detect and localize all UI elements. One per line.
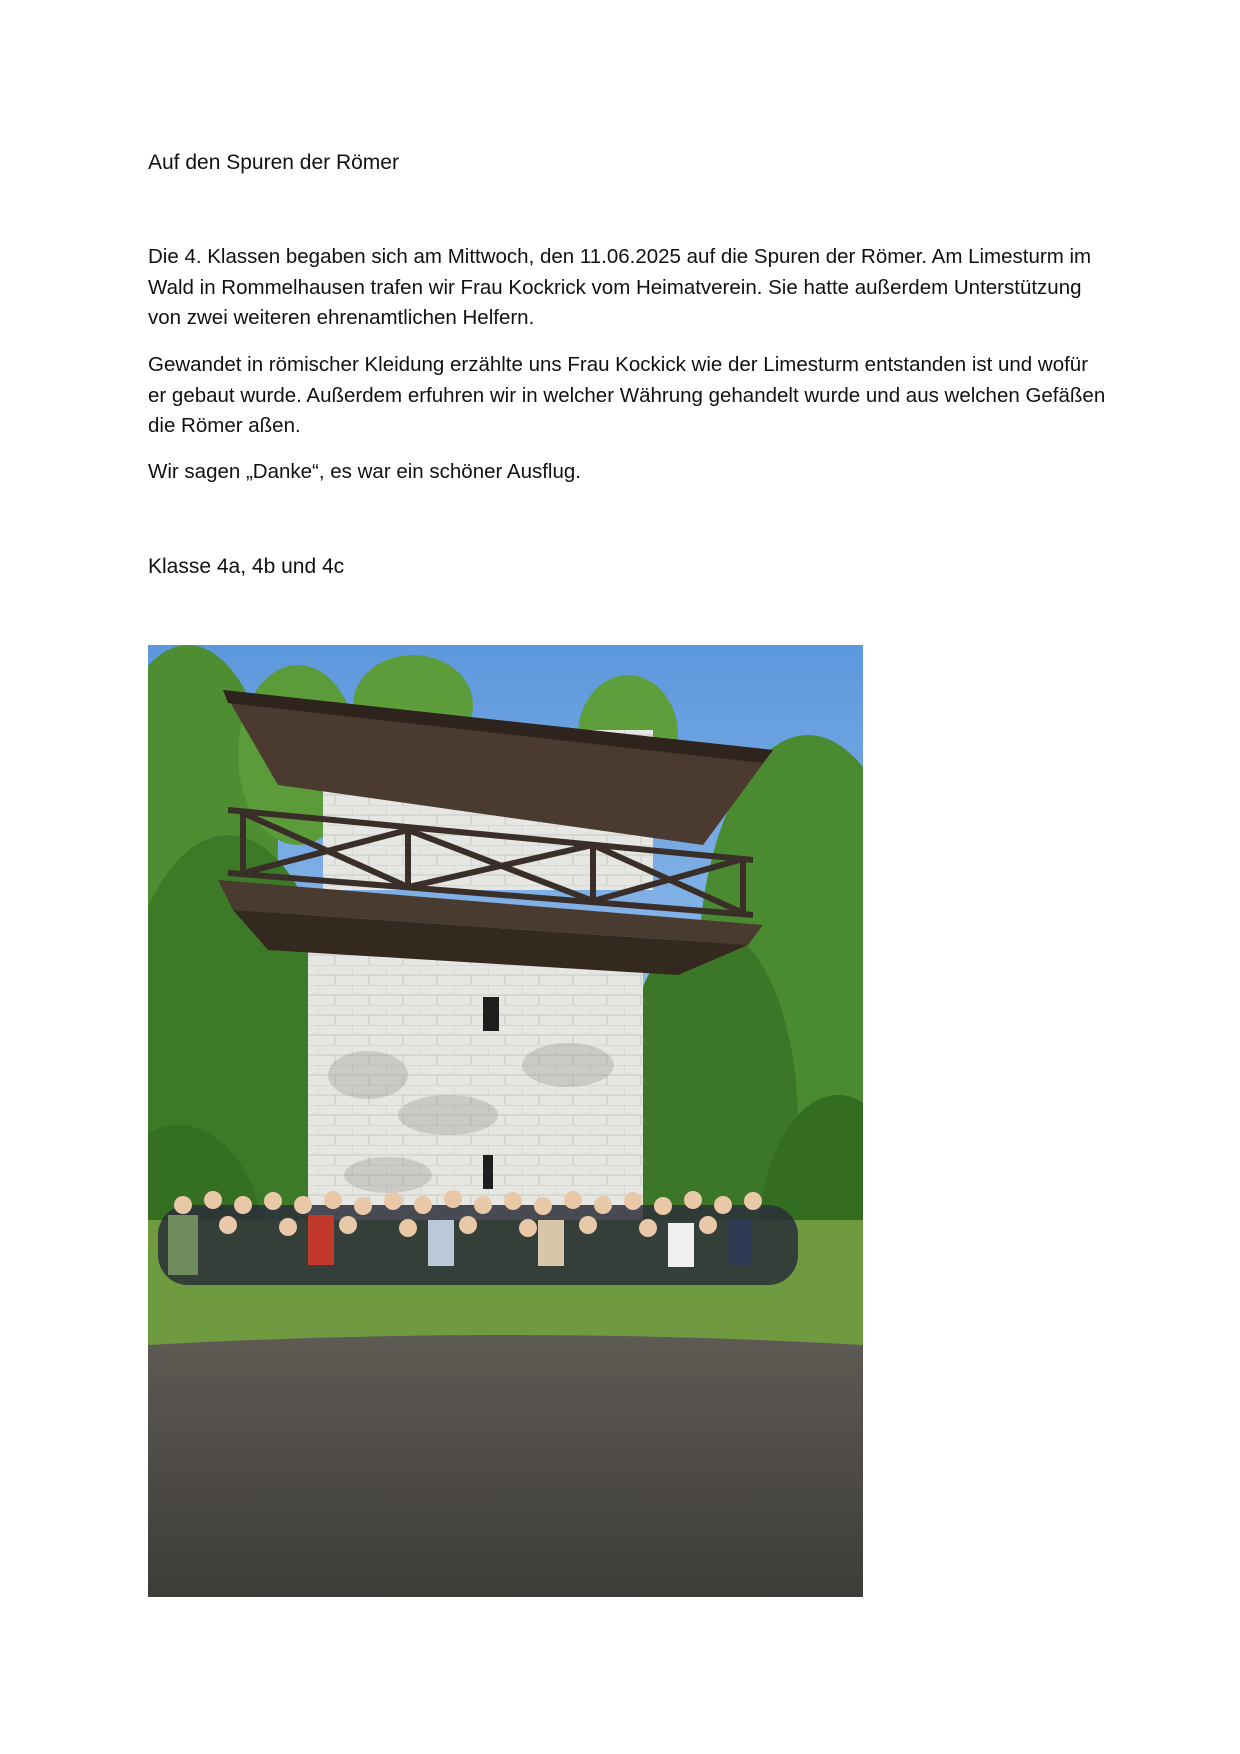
paragraph-story: Gewandet in römischer Kleidung erzählte uns Frau Kockick wie der Limesturm entstanden ist und wofür er gebaut wurde. Außerdem erfuhren wir in welcher Währung gehandelt wurde und aus welchen Gefäßen die Römer aßen. <box>148 353 1106 437</box>
paragraph-intro: Die 4. Klassen begaben sich am Mittwoch, den 11.06.2025 auf die Spuren der Römer. Am Limesturm im Wald in Rommelhausen trafen wir Frau Kockrick vom Heimatverein. Sie hatte außerdem Unterstützung von zwei weiteren ehrenamtlichen Helfern. <box>148 245 1092 329</box>
page-title: Auf den Spuren der Römer <box>148 151 399 174</box>
gravel-ground <box>148 1335 863 1597</box>
group-photo <box>148 645 863 1597</box>
signature: Klasse 4a, 4b und 4c <box>148 555 345 578</box>
paragraph-thanks: Wir sagen „Danke“, es war ein schöner Ausflug. <box>148 460 581 483</box>
limes-tower-photo-illustration <box>148 645 863 1597</box>
